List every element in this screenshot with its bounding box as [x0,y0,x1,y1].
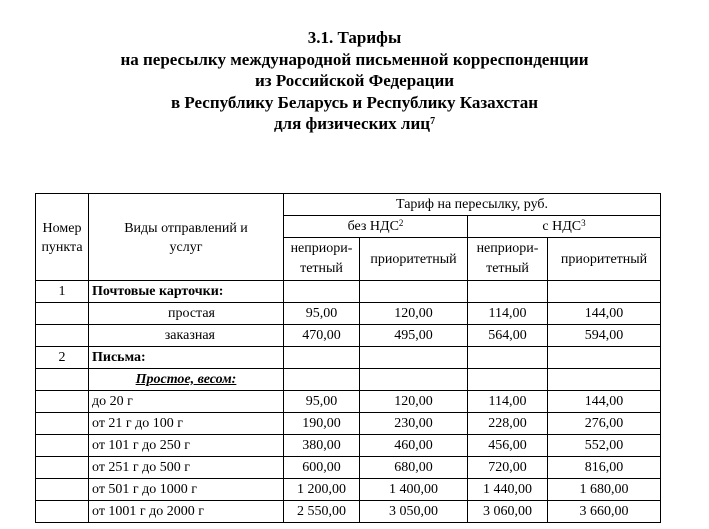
row-label: заказная [89,325,284,347]
header-types-text: Виды отправлений и услуг [124,221,248,255]
empty-cell [36,501,89,523]
title-footnote-marker: 7 [430,116,436,127]
nonpriority-part-b: тетный [300,261,343,276]
row-label: от 21 г до 100 г [89,413,284,435]
empty-cell [548,281,661,303]
header-number-text: Номер пункта [41,221,83,255]
empty-cell [36,479,89,501]
subsection-row [36,369,661,391]
value-cell: 190,00 [284,413,360,435]
value-cell: 380,00 [284,435,360,457]
header-priority-2: приоритетный [548,238,661,281]
header-nonpriority-1 [284,238,360,281]
empty-cell [548,369,661,391]
title-line-1: 3.1. Тарифы [307,28,402,47]
header-with-vat-text: с НДС [542,219,582,234]
header-priority-1: приоритетный [360,238,468,281]
empty-cell [36,413,89,435]
empty-cell [36,391,89,413]
empty-cell [284,281,360,303]
value-cell: 460,00 [360,435,468,457]
section-number: 2 [36,347,89,369]
title-line-4: в Республику Беларусь и Республику Казахстан [170,92,539,112]
value-cell: 144,00 [548,303,661,325]
value-cell: 144,00 [548,391,661,413]
document-title [0,27,709,135]
empty-cell [36,369,89,391]
value-cell: 1 400,00 [360,479,468,501]
title-line-5-text: для физических лиц [273,114,431,133]
header-with-vat [468,216,661,238]
value-cell: 1 200,00 [284,479,360,501]
value-cell: 720,00 [468,457,548,479]
empty-cell [468,369,548,391]
table-row [36,501,661,523]
table-row [36,413,661,435]
section-title: Почтовые карточки: [89,281,284,303]
empty-cell [36,457,89,479]
empty-cell [548,347,661,369]
empty-cell [468,281,548,303]
subsection-title-text: Простое, весом: [135,372,237,387]
empty-cell [284,347,360,369]
title-line-2: на пересылку международной письменной корреспонденции [120,49,589,69]
value-cell: 1 680,00 [548,479,661,501]
section-row [36,347,661,369]
tariff-table [35,193,661,523]
empty-cell [36,435,89,457]
header-types [89,194,284,281]
value-cell: 276,00 [548,413,661,435]
value-cell: 95,00 [284,303,360,325]
table-row [36,325,661,347]
value-cell: 95,00 [284,391,360,413]
header-row-1 [36,194,661,216]
table-row [36,391,661,413]
value-cell: 564,00 [468,325,548,347]
value-cell: 594,00 [548,325,661,347]
value-cell: 228,00 [468,413,548,435]
row-label: простая [89,303,284,325]
table-row [36,303,661,325]
value-cell: 552,00 [548,435,661,457]
section-title: Письма: [89,347,284,369]
empty-cell [360,281,468,303]
row-label: от 101 г до 250 г [89,435,284,457]
header-without-vat-text: без НДС [347,219,399,234]
value-cell: 114,00 [468,391,548,413]
row-label: от 1001 г до 2000 г [89,501,284,523]
subsection-title [89,369,284,391]
value-cell: 120,00 [360,303,468,325]
value-cell: 120,00 [360,391,468,413]
header-number [36,194,89,281]
table-row [36,479,661,501]
value-cell: 230,00 [360,413,468,435]
value-cell: 3 060,00 [468,501,548,523]
empty-cell [468,347,548,369]
empty-cell [284,369,360,391]
with-vat-footnote: 3 [581,218,586,228]
nonpriority-part-a: неприори- [476,241,539,256]
header-nonpriority-2 [468,238,548,281]
table-row [36,435,661,457]
value-cell: 680,00 [360,457,468,479]
value-cell: 2 550,00 [284,501,360,523]
row-label: до 20 г [89,391,284,413]
value-cell: 456,00 [468,435,548,457]
value-cell: 470,00 [284,325,360,347]
value-cell: 114,00 [468,303,548,325]
value-cell: 3 660,00 [548,501,661,523]
header-without-vat [284,216,468,238]
title-line-3: из Российской Федерации [254,71,455,90]
value-cell: 600,00 [284,457,360,479]
title-line-5 [0,113,709,135]
header-tariff: Тариф на пересылку, руб. [284,194,661,216]
without-vat-footnote: 2 [398,218,404,228]
empty-cell [360,347,468,369]
row-label: от 251 г до 500 г [89,457,284,479]
nonpriority-part-a: неприори- [290,241,353,256]
value-cell: 1 440,00 [468,479,548,501]
value-cell: 816,00 [548,457,661,479]
row-label: от 501 г до 1000 г [89,479,284,501]
section-number: 1 [36,281,89,303]
value-cell: 3 050,00 [360,501,468,523]
empty-cell [360,369,468,391]
empty-cell [36,325,89,347]
empty-cell [36,303,89,325]
nonpriority-part-b: тетный [486,261,529,276]
value-cell: 495,00 [360,325,468,347]
section-row [36,281,661,303]
table-row [36,457,661,479]
